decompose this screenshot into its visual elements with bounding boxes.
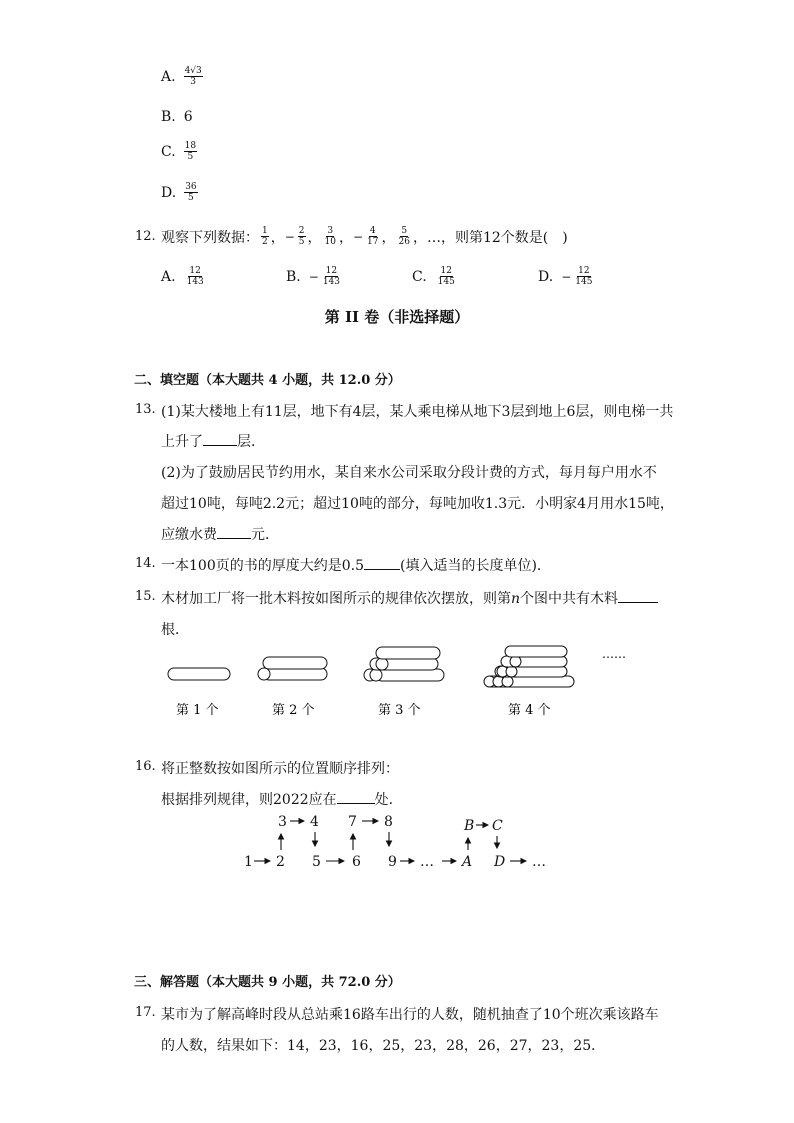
figure-label-2: 第 2 个 xyxy=(272,703,315,718)
fig-bottom-1: 1 xyxy=(244,854,253,870)
minus-sign: − xyxy=(284,229,295,244)
fig-top-3: 3 xyxy=(278,814,287,830)
log-end xyxy=(506,666,517,677)
section-heading: 二、填空题（本大题共 4 小题，共 12.0 分） xyxy=(134,373,401,388)
log-stacks-figure xyxy=(160,640,640,720)
option-label: C. xyxy=(161,143,176,160)
q13-line2: 上升了 层． xyxy=(161,434,265,450)
fraction: $\frac{5}{26}$ xyxy=(398,226,410,247)
fig-bottom-2: 2 xyxy=(276,854,285,870)
answer-blank xyxy=(337,791,375,804)
number-arrangement-figure xyxy=(240,808,560,876)
question-number: 14. xyxy=(135,556,156,571)
term-separator: ， xyxy=(307,229,322,246)
q11-option-c xyxy=(161,141,199,162)
log-end xyxy=(258,668,270,680)
log xyxy=(376,669,444,681)
answer-blank xyxy=(364,557,400,570)
q11-option-d xyxy=(161,182,200,203)
term-separator: ， xyxy=(338,229,353,246)
fraction: $\frac{12}{145}$ xyxy=(575,266,593,287)
q12-option-a xyxy=(161,266,207,287)
q17-line1: 某市为了解高峰时段从总站乘16路车出行的人数，随机抽查了10个班次乘该路车 xyxy=(161,1007,659,1023)
log-end xyxy=(510,656,521,667)
log-end xyxy=(502,676,513,687)
option-label: A. xyxy=(161,68,176,85)
log xyxy=(168,668,230,680)
q12-option-b xyxy=(286,266,343,287)
q16-line1: 将正整数按如图所示的位置顺序排列： xyxy=(161,761,399,777)
figure-label-1: 第 1 个 xyxy=(176,703,219,718)
fig-bottom-5: 5 xyxy=(312,854,321,870)
log-end xyxy=(376,658,388,670)
q11-option-a xyxy=(161,66,205,87)
q12-option-c xyxy=(412,266,458,287)
question-number: 17. xyxy=(135,1005,156,1020)
log xyxy=(376,647,440,659)
question-number: 15. xyxy=(135,589,156,604)
q16-line2: 根据排列规律，则2022应在 处． xyxy=(161,792,403,808)
part-title: 第 II 卷（非选择题） xyxy=(324,308,470,326)
minus-sign: − xyxy=(308,269,319,284)
fraction: $\frac{12}{143}$ xyxy=(186,266,204,287)
fig-bottom-ellipsis-end: … xyxy=(532,854,546,870)
q13-line4: 超过10吨，每吨2.2元；超过10吨的部分，每吨加收1.3元．小明家4月用水15吨， xyxy=(161,496,674,512)
fig-bottom-9: 9 xyxy=(388,854,397,870)
q15-line2: 根． xyxy=(161,622,189,638)
fig-bottom-ellipsis: … xyxy=(420,854,434,870)
figure-ellipsis: …… xyxy=(602,647,626,661)
section-heading: 三、解答题（本大题共 9 小题，共 72.0 分） xyxy=(134,975,401,990)
q11-option-b xyxy=(161,109,193,125)
fig-top-8: 8 xyxy=(384,814,393,830)
fig-top-b: B xyxy=(464,818,475,834)
sequence-terms xyxy=(259,226,413,247)
fig-bottom-d: D xyxy=(494,854,506,870)
minus-sign: − xyxy=(561,269,572,284)
figure-label-3: 第 3 个 xyxy=(378,703,421,718)
question-text-end: ，…，则第12个数是( ) xyxy=(412,229,568,246)
stack-4 xyxy=(484,646,574,687)
q17-line2: 的人数，结果如下：14，23，16，25，23，28，26，27，23，25． xyxy=(161,1038,606,1054)
fraction: $\frac{4}{17}$ xyxy=(367,226,379,247)
fig-bottom-a: A xyxy=(462,854,473,870)
q13-line1: (1)某大楼地上有11层，地下有4层，某人乘电梯从地下3层到地上6层，则电梯一共 xyxy=(161,404,674,420)
q15-line1: 木材加工厂将一批木料按如图所示的规律依次摆放，则第n个图中共有木料 xyxy=(161,588,658,608)
q13-line3: (2)为了鼓励居民节约用水，某自来水公司采取分段计费的方式，每月每户用水不 xyxy=(161,465,657,481)
fraction: $\frac{1}{2}$ xyxy=(262,226,268,247)
fig-top-7: 7 xyxy=(348,814,357,830)
stack-3 xyxy=(364,647,444,681)
q12-options xyxy=(161,266,631,296)
fraction: $\frac{12}{143}$ xyxy=(322,266,340,287)
question-12 xyxy=(135,226,568,247)
answer-blank xyxy=(217,526,251,539)
log xyxy=(263,668,327,680)
fraction: $\frac{12}{145}$ xyxy=(437,266,455,287)
log-end xyxy=(370,669,382,681)
option-label: D. xyxy=(538,268,554,285)
figure-label-4: 第 4 个 xyxy=(508,703,551,718)
fig-bottom-6: 6 xyxy=(352,854,361,870)
stack-2 xyxy=(258,657,327,680)
fig-top-c: C xyxy=(492,818,503,834)
option-label: B. xyxy=(161,109,176,125)
fig-top-4: 4 xyxy=(310,814,319,830)
option-label: B. xyxy=(286,268,301,285)
fraction: $\frac{3}{10}$ xyxy=(324,226,336,247)
fraction: $\frac{36}{5}$ xyxy=(185,182,197,203)
answer-blank xyxy=(618,590,658,603)
question-number: 12. xyxy=(135,229,156,244)
term-separator: ， xyxy=(381,229,396,246)
stack-1 xyxy=(168,668,230,680)
log xyxy=(505,646,567,657)
fraction: $\frac{2}{5}$ xyxy=(298,226,305,247)
q12-option-d xyxy=(538,266,595,287)
option-label: D. xyxy=(161,184,177,201)
question-number: 13. xyxy=(135,402,156,417)
question-number: 16. xyxy=(135,759,156,774)
option-label: C. xyxy=(412,268,427,285)
minus-sign: − xyxy=(352,229,364,244)
fraction: $\frac{18}{5}$ xyxy=(184,141,197,162)
question-text: 观察下列数据： xyxy=(161,229,259,246)
q14-text: 一本100页的书的厚度大约是0.5 (填入适当的长度单位)． xyxy=(161,558,551,574)
option-value: 6 xyxy=(183,109,193,125)
answer-blank xyxy=(203,433,237,446)
fraction: $\frac{4√3}{3}$ xyxy=(184,66,202,87)
term-separator: ， xyxy=(270,229,285,246)
q13-line5: 应缴水费 元． xyxy=(161,527,279,543)
log xyxy=(263,657,327,669)
option-label: A. xyxy=(161,268,176,285)
